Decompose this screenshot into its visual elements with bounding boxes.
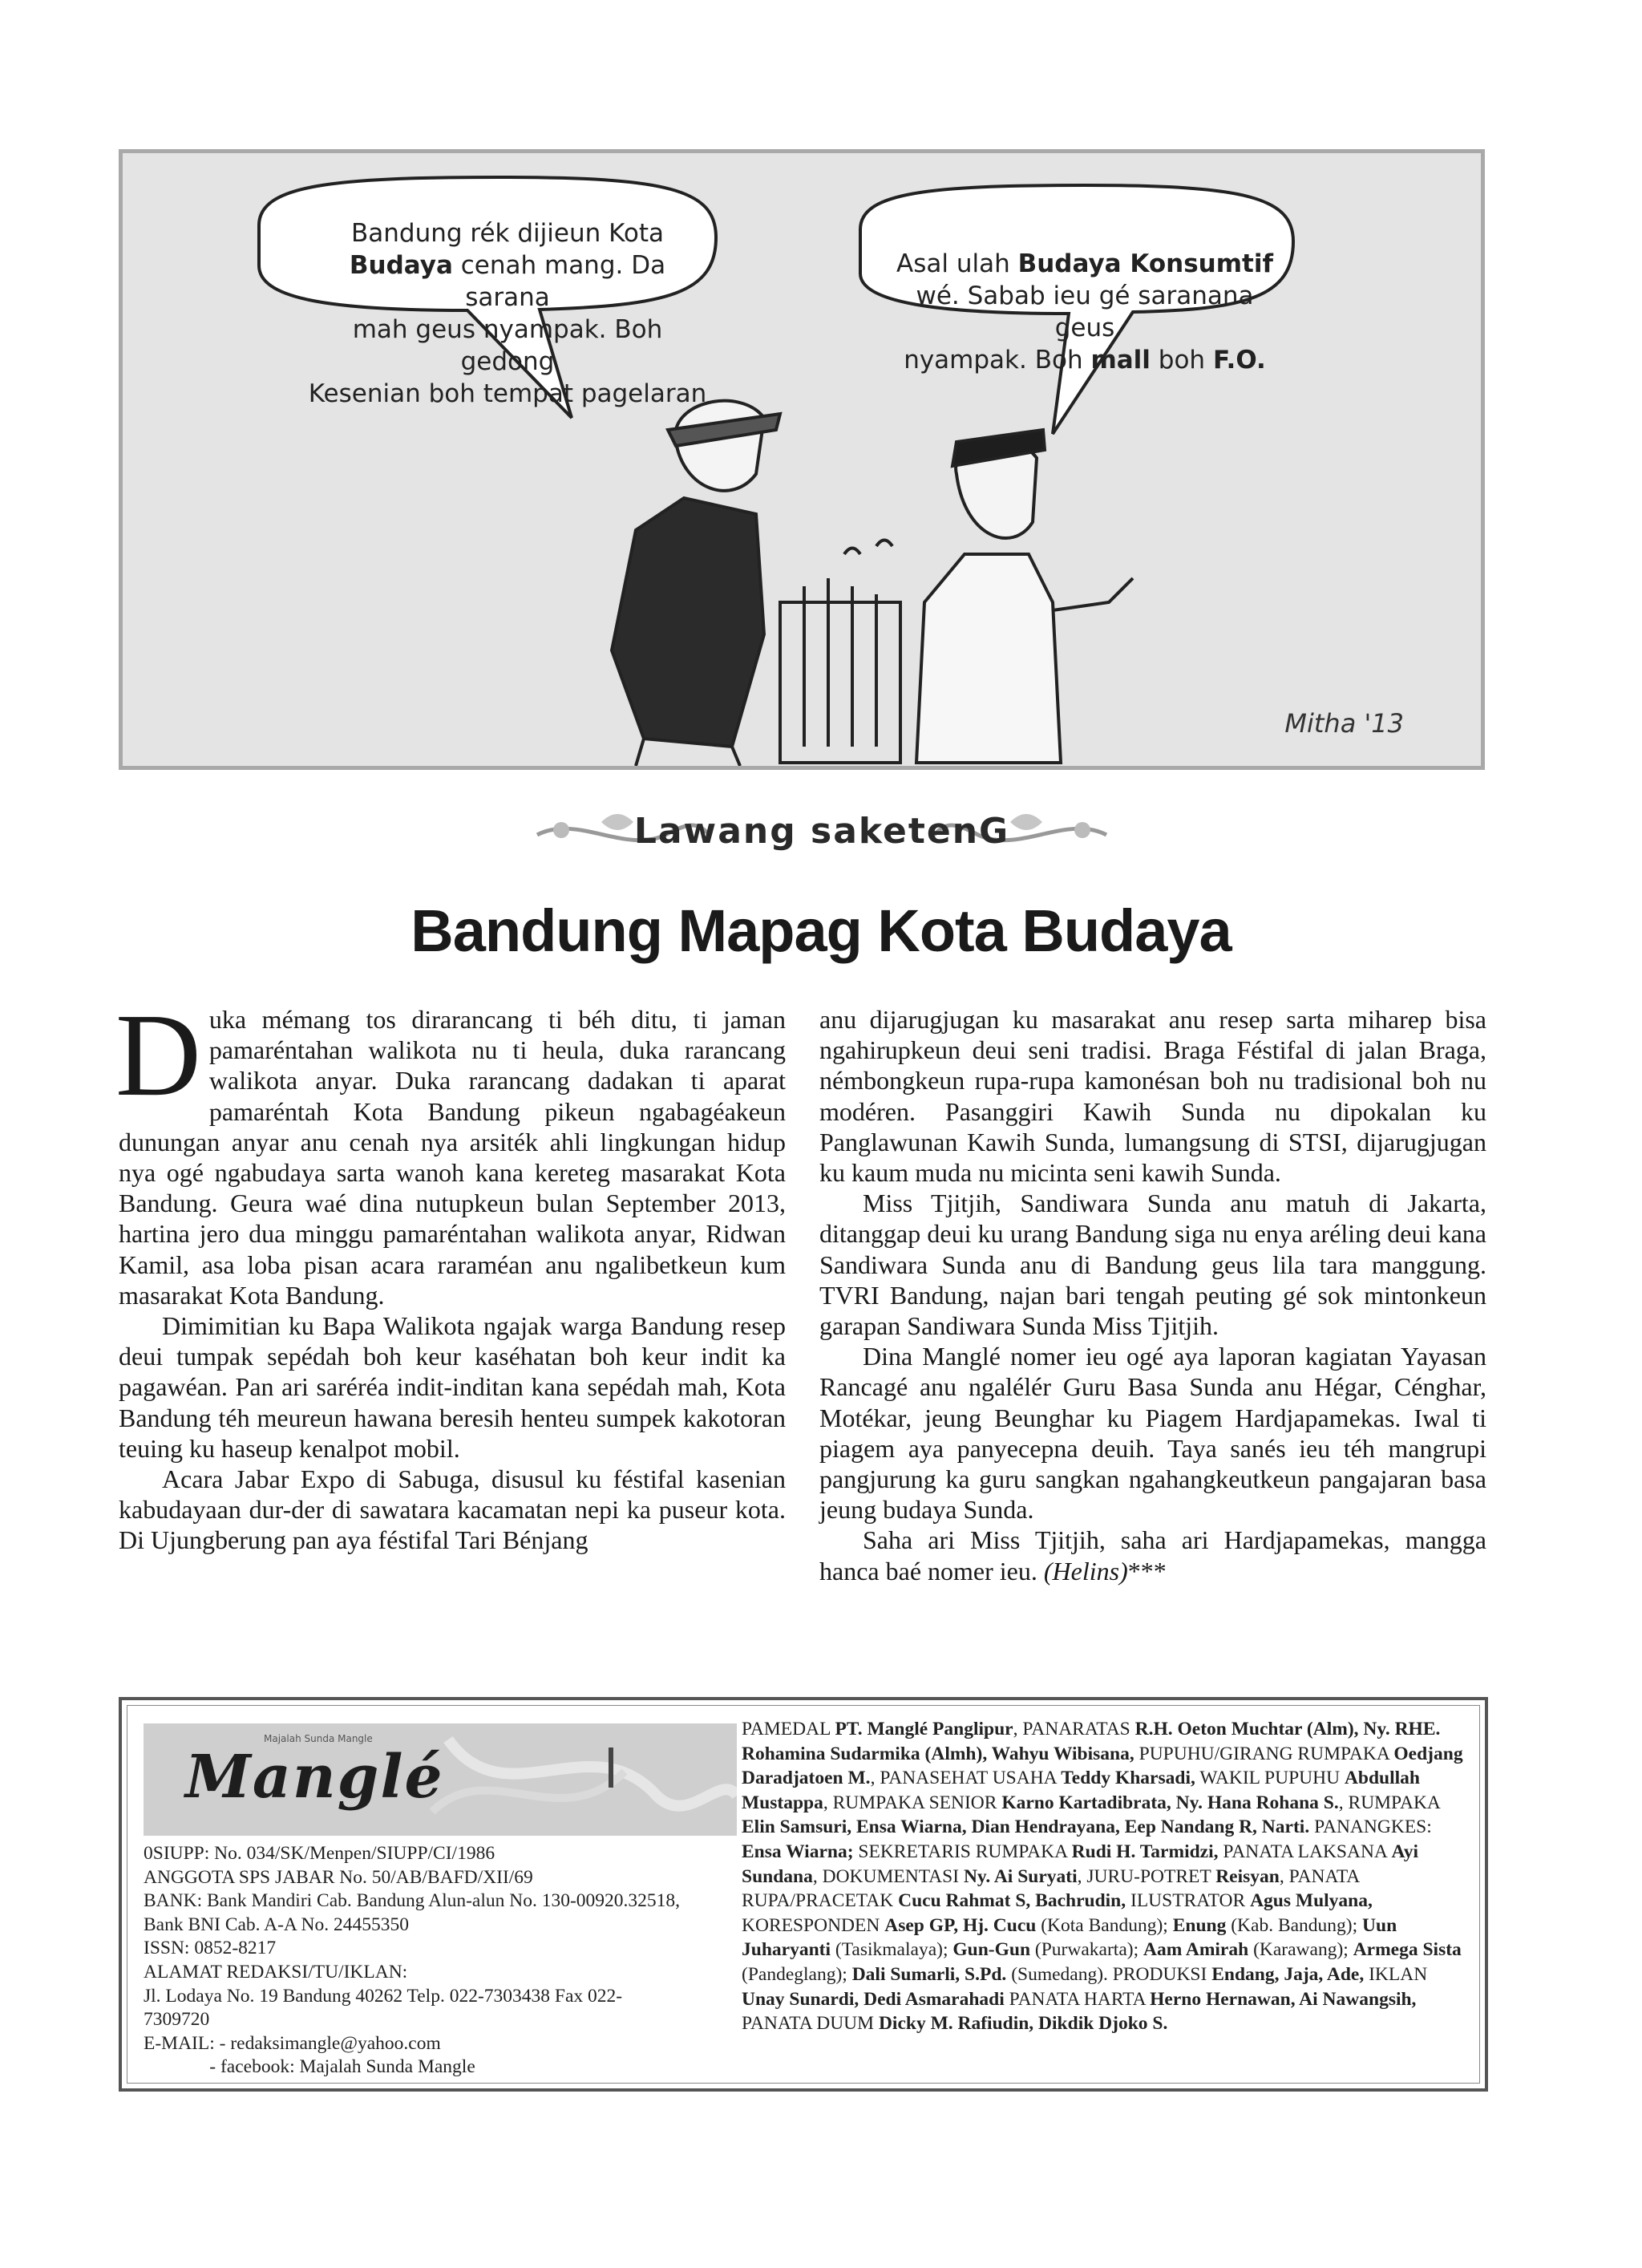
right-bubble-emphasis: F.O. xyxy=(1212,346,1266,375)
staff-role: PUPUHU/GIRANG RUMPAKA xyxy=(1134,1743,1394,1764)
staff-names: Elin Samsuri, Ensa Wiarna, Dian Hendrayana, Eep Nandang R, Narti. xyxy=(742,1816,1310,1838)
left-bubble-text xyxy=(307,217,708,410)
staff-names: Uun Juharyanti xyxy=(742,1914,1397,1961)
staff-names: Oedjang Daradjatoen M. xyxy=(742,1743,1463,1789)
publication-info-line: 0SIUPP: No. 034/SK/Menpen/SIUPP/CI/1986 xyxy=(144,1843,495,1864)
left-bubble-fragment: cenah mang. Da sarana xyxy=(452,251,666,312)
staff-names: Cucu Rahmat S, Bachrudin, xyxy=(898,1890,1126,1912)
staff-role: PANATA LAKSANA xyxy=(1218,1841,1392,1862)
staff-names: Unay Sunardi, Dedi Asmarahadi xyxy=(742,1988,1005,2010)
author-credit: (Helins) xyxy=(1043,1556,1128,1586)
staff-role: IKLAN xyxy=(1364,1963,1428,1985)
paragraph-text: Saha ari Miss Tjitjih, saha ari Hardjapamekas, mangga hanca baé nomer ieu. xyxy=(819,1525,1486,1586)
left-bubble-line: Bandung rék dijieun Kota xyxy=(351,219,664,248)
staff-role: PANANGKES: xyxy=(1309,1816,1432,1838)
publication-info-line: Jl. Lodaya No. 19 Bandung 40262 Telp. 022-7303438 Fax 022- xyxy=(144,1985,623,2007)
staff-role: (Tasikmalaya); xyxy=(831,1939,953,1961)
publication-info xyxy=(144,1842,737,2080)
article-column-left xyxy=(115,990,786,1556)
end-mark: *** xyxy=(1127,1556,1167,1586)
staff-names: Gun-Gun xyxy=(952,1939,1031,1961)
staff-names: Armega Sista xyxy=(1353,1939,1462,1961)
staff-role: , DOKUMENTASI xyxy=(812,1865,964,1887)
mangle-logo xyxy=(144,1723,737,1836)
staff-role: WAKIL PUPUHU xyxy=(1195,1768,1345,1789)
staff-role: , JURU-POTRET xyxy=(1077,1865,1216,1887)
editorial-staff xyxy=(742,1717,1463,2036)
staff-names: Asep GP, Hj. Cucu xyxy=(884,1914,1037,1936)
left-bubble-emphasis: Budaya xyxy=(349,251,453,280)
staff-names: Herno Hernawan, Ai Nawangsih, xyxy=(1150,1988,1417,2010)
left-bubble-line: Kesenian boh tempat pagelaran xyxy=(308,379,707,408)
article-paragraph xyxy=(115,990,786,1310)
left-bubble-line: mah geus nyampak. Boh gedong xyxy=(352,315,663,376)
left-character xyxy=(612,401,780,766)
staff-role: PANATA HARTA xyxy=(1004,1988,1151,2010)
staff-names: Ny. Ai Suryati xyxy=(963,1865,1078,1887)
staff-role: , PANARATAS xyxy=(1013,1719,1135,1739)
staff-role: , RUMPAKA xyxy=(1338,1792,1440,1813)
staff-names: Dicky M. Rafiudin, Dikdik Djoko S. xyxy=(878,2013,1168,2035)
right-bubble-text xyxy=(892,248,1277,376)
right-bubble-line xyxy=(892,344,1277,376)
right-bubble-fragment: Asal ulah xyxy=(896,249,1018,278)
staff-names: Teddy Kharsadi, xyxy=(1061,1768,1195,1789)
staff-role: PAMEDAL xyxy=(742,1719,835,1739)
staff-names: PT. Manglé Panglipur xyxy=(835,1719,1013,1739)
staff-role: , PANASEHAT USAHA xyxy=(870,1768,1062,1789)
staff-names: Abdullah Mustappa xyxy=(742,1768,1420,1813)
masthead-box xyxy=(119,1697,1488,2092)
publication-info-line: Bank BNI Cab. A-A No. 24455350 xyxy=(144,1914,409,1935)
editorial-cartoon xyxy=(119,149,1485,770)
article-paragraph: Miss Tjitjih, Sandiwara Sunda anu matuh di Jakarta, ditanggap deui ku urang Bandung siga nu enya aréling deui kana Sandiwara Sunda anu di Bandung geus lila tara manggung. TVRI Bandung, najan bari tengah peuting gé sok mintonkeun garapan Sandiwara Sunda Miss Tjitjih. xyxy=(819,1189,1486,1341)
right-character xyxy=(916,430,1133,763)
staff-role: (Sumedang). PRODUKSI xyxy=(1006,1963,1212,1985)
staff-role: (Kota Bandung); xyxy=(1036,1914,1173,1936)
staff-role: PANATA DUUM xyxy=(742,2013,879,2035)
publication-info-line: - facebook: Majalah Sunda Mangle xyxy=(144,2056,475,2078)
publication-info-line: BANK: Bank Mandiri Cab. Bandung Alun-alun No. 130-00920.32518, xyxy=(144,1890,681,1912)
section-label: Lawang saketenG xyxy=(633,811,1010,852)
logo-wordmark: Manglé xyxy=(185,1743,444,1812)
staff-names: Dali Sumarli, S.Pd. xyxy=(851,1963,1007,1985)
staff-role: ILUSTRATOR xyxy=(1126,1890,1251,1912)
right-bubble-line xyxy=(892,248,1277,280)
right-bubble-fragment: boh xyxy=(1150,346,1213,375)
staff-names: Agus Mulyana, xyxy=(1250,1890,1373,1912)
publication-info-line: 7309720 xyxy=(144,2009,210,2031)
article-paragraph: Dina Manglé nomer ieu ogé aya laporan kagiatan Yayasan Rancagé anu ngalélér Guru Basa Sunda anu Hégar, Cénghar, Motékar, jeung Beunghar ku Piagem Hardjapamekas. Iwal ti piagem aya panyecepna deuih. Taya sanés ieu téh mangrupi pangjurung ka guru sangkan ngahangkeutkeun pangajaran basa jeung budaya Sunda. xyxy=(819,1342,1486,1525)
article-title: Bandung Mapag Kota Budaya xyxy=(410,897,1232,964)
right-bubble-emphasis: Budaya Konsumtif xyxy=(1017,249,1273,278)
staff-names: Ayi Sundana xyxy=(742,1841,1418,1887)
staff-names: Karno Kartadibrata, Ny. Hana Rohana S. xyxy=(1001,1792,1339,1813)
logo-tagline: Majalah Sunda Mangle xyxy=(264,1733,373,1744)
publication-info-line: ANGGOTA SPS JABAR No. 50/AB/BAFD/XII/69 xyxy=(144,1866,533,1888)
staff-names: R.H. Oeton Muchtar (Alm), Ny. RHE. Rohamina Sudarmika (Almh), Wahyu Wibisana, xyxy=(742,1719,1441,1764)
staff-role: , PANATA RUPA/PRACETAK xyxy=(742,1865,1359,1912)
staff-role: KORESPONDEN xyxy=(742,1914,885,1936)
article-paragraph: anu dijarugjugan ku masarakat anu resep sarta miharep bisa ngahirupkeun deui seni tradisi. Braga Féstifal di jalan Braga, némbongkeun rupa-rupa kamonésan boh nu tradisional boh nu modéren. Pasanggiri Kawih Sunda nu dipokalan ku Panglawunan Kawih Sunda, lumangsung di STSI, dijarugjugan ku kaum muda nu micinta seni kawih Sunda. xyxy=(819,1005,1486,1188)
staff-names: Ensa Wiarna; xyxy=(742,1841,854,1862)
staff-role: (Purwakarta); xyxy=(1030,1939,1143,1961)
angklung-instrument xyxy=(780,541,900,763)
drop-cap: D xyxy=(115,990,201,1121)
publication-info-line: E-MAIL: - redaksimangle@yahoo.com xyxy=(144,2032,441,2054)
right-bubble-line: wé. Sabab ieu gé saranana geus xyxy=(916,281,1254,342)
article-column-right xyxy=(819,1004,1486,1586)
article-paragraph: Dimimitian ku Bapa Walikota ngajak warga Bandung resep deui tumpak sepédah boh keur kaséhatan boh keur indit ka pagawéan. Pan ari saréréa indit-inditan kana sepédah mah, Kota Bandung téh meureun hawana beresih henteu sumpek kakotoran teuing ku haseup kenalpot mobil. xyxy=(119,1311,786,1463)
staff-role: , RUMPAKA SENIOR xyxy=(823,1792,1002,1813)
staff-role: (Kab. Bandung); xyxy=(1226,1914,1363,1936)
staff-names: Enung xyxy=(1172,1914,1227,1936)
right-bubble-fragment: nyampak. Boh xyxy=(904,346,1091,375)
paragraph-text: uka mémang tos dirarancang ti béh ditu, ti jaman pamaréntahan walikota nu ti heula, duka rarancang walikota anyar. Duka rarancang dadakan ti aparat pamaréntah Kota Bandung pikeun ngabagéakeun dunungan anyar anu cenah nya arsiték ahli lingkungan hidup nya ogé ngabudaya sarta wanoh kana kereteg masarakat Kota Bandung. Geura waé dina nutupkeun bulan September 2013, hartina jero dua minggu pamaréntahan walikota anyar, Ridwan Kamil, asa loba pisan acara raraméan anu ngalibetkeun kum masarakat Kota Bandung. xyxy=(119,1005,786,1310)
staff-role: SEKRETARIS RUMPAKA xyxy=(853,1841,1072,1862)
publication-info-line: ISSN: 0852-8217 xyxy=(144,1938,277,1959)
staff-role: (Pandeglang); xyxy=(742,1963,852,1985)
staff-names: Endang, Jaja, Ade, xyxy=(1211,1963,1365,1985)
section-ornament xyxy=(529,798,1114,870)
right-bubble-emphasis: mall xyxy=(1090,346,1151,375)
staff-names: Aam Amirah xyxy=(1143,1939,1249,1961)
staff-names: Reisyan xyxy=(1215,1865,1280,1887)
article-paragraph xyxy=(819,1525,1486,1586)
publication-info-line: ALAMAT REDAKSI/TU/IKLAN: xyxy=(144,1961,408,1982)
cartoonist-signature: Mitha '13 xyxy=(1284,708,1404,739)
left-bubble-line xyxy=(307,249,708,314)
article-paragraph: Acara Jabar Expo di Sabuga, disusul ku féstifal kasenian kabudayaan dur-der di sawatara kacamatan nepi ka puseur kota. Di Ujungberung pan aya féstifal Tari Bénjang xyxy=(119,1464,786,1555)
masthead-inner xyxy=(127,1705,1480,2084)
staff-names: Rudi H. Tarmidzi, xyxy=(1071,1841,1219,1862)
staff-role: (Karawang); xyxy=(1248,1939,1353,1961)
